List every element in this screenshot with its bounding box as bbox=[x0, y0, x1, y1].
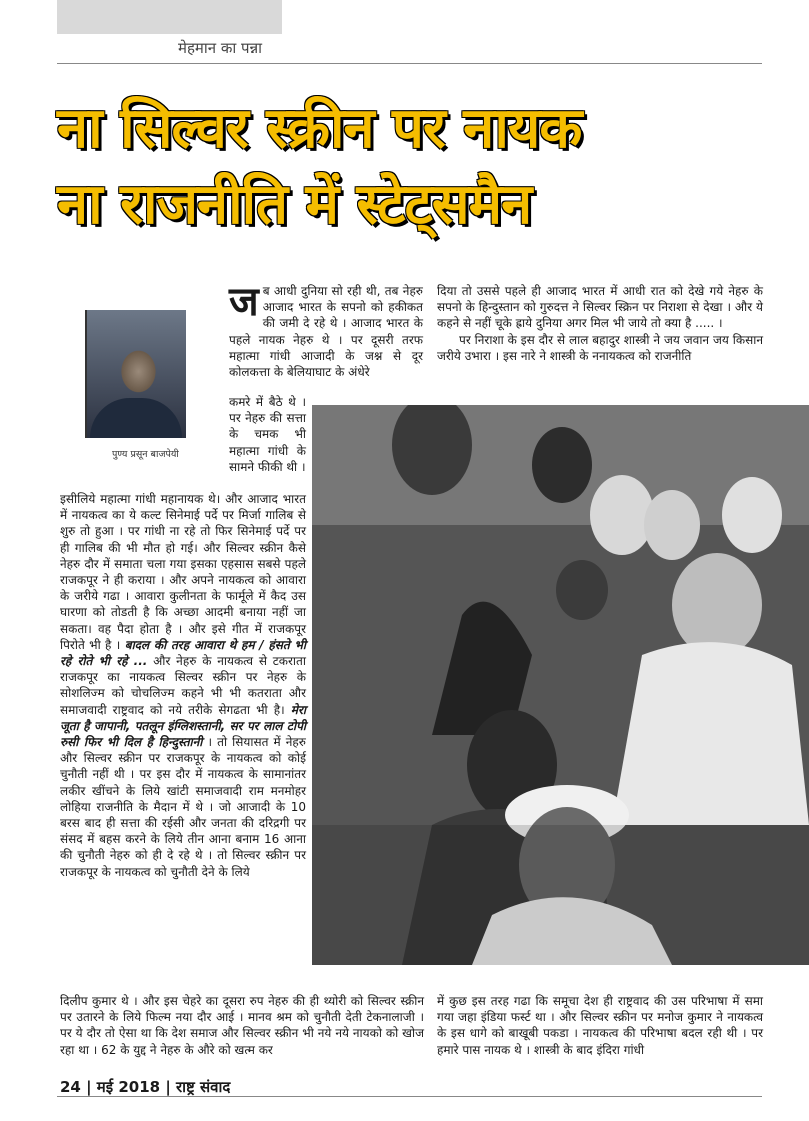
author-caption: पुण्य प्रसून बाजपेयी bbox=[112, 449, 179, 460]
col1-para1b: कमरे में बैठे थे । पर नेहरु की सत्ता के चमक भी महात्मा गांधी के सामने फीकी थी । bbox=[229, 395, 306, 474]
dropcap: ज bbox=[229, 279, 259, 325]
col1-intro bbox=[229, 279, 423, 380]
footer-rule bbox=[57, 1096, 762, 1097]
col2-para2: पर निराशा के इस दौर से लाल बहादुर शास्त्री ने जय जवान जय किसान जरीये उभारा । इस नारे ने शास्त्री के ननायकत्व को राजनीति bbox=[437, 332, 763, 363]
song-quote-1: बादल की तरह आवारा थे हम / हंसते भी रहे रोते भी रहे ... bbox=[60, 637, 306, 669]
col1-body bbox=[60, 491, 306, 880]
header-rule bbox=[57, 63, 762, 64]
headline-line-1: ना सिल्वर स्क्रीन पर नायक bbox=[57, 96, 582, 161]
section-label: मेहमान का पन्ना bbox=[178, 39, 263, 57]
col1-bottom: दिलीप कुमार थे । और इस चेहरे का दूसरा रुप नेहरु की ही थ्योरी को सिल्वर स्क्रीन पर उतारने के लिये फिल्म नया दौर आई । मानव श्रम को चुनौती देती टेकनालाजी । पर ये दौर तो ऐसा था कि देश समाज और सिल्वर स्क्रीन भी नये नये नायको को खोज रहा था । 62 के युद्द ने नेहरु के औरे को खत्म कर bbox=[60, 994, 424, 1057]
page-footer: 24 | मई 2018 | राष्ट्र संवाद bbox=[60, 1078, 231, 1096]
song-quote-2: मेरा जूता है जापानी, पतलून इंग्लिशस्तानी, सर पर लाल टोपी रुसी फिर भी दिल है हिन्दुस्तानी bbox=[60, 702, 306, 750]
col1-para2b: और नेहरु के नायकत्व से टकराता राजकपूर का नायकत्व सिल्वर स्क्रीन पर नेहरु के सोशलिज्म को चोचलिज्म कहने भी भी कतराता और समाजवादी राष्ट्रवाद को नये तरीके सेगढता भी है। bbox=[60, 654, 306, 717]
col2-bottom: में कुछ इस तरह गढा कि समूचा देश ही राष्ट्रवाद की उस परिभाषा में समा गया जहा इंडिया फर्स्ट था । और सिल्वर स्क्रीन पर मनोज कुमार ने नायकत्व के इस धागे को बाखूबी पकडा । नायकत्व की परिभाषा बदल रही थी । पर हमारे पास नायक थे । शास्त्री के बाद इंदिरा गांधी bbox=[437, 994, 763, 1057]
col1-para2c: । तो सियासत में नेहरु और सिल्वर स्क्रीन पर राजकपूर के नायकत्व को कोई चुनौती नहीं थी । पर इस दौर में नायकत्व के सामानांतर लकीर खींचने के लिये खांटी समाजवादी राम मनमोहर लोहिया राजनीति के मैदान में थे । जो आजादी के 10 बरस बाद ही सत्ता की रईसी और जनता की दरिद्रगी पर संसद में बहस करने के लिये तीन आना बनाम 16 आना की चुनौती नेहरु को ही दे रहे थे । तो सिल्वर स्क्रीन पर राजकपूर के नायकत्व को चुनौती देने के लिये bbox=[60, 735, 306, 879]
photo-illustration bbox=[312, 405, 809, 965]
col2-top bbox=[437, 283, 763, 364]
historic-photo bbox=[312, 405, 809, 965]
col1-para1: ब आधी दुनिया सो रही थी, तब नेहरु आजाद भारत के सपनो को हकीकत की जमी दे रहे थे । आजाद भारत के पहले नायक नेहरु थे । पर दूसरी तरफ महात्मा गांधी आजादी के जश्न से दूर कोलकत्ता के बेलियाघाट के अंधेरे bbox=[229, 284, 423, 380]
col1-para2a: इसीलिये महात्मा गांधी महानायक थे। और आजाद भारत में नायकत्व का ये कल्ट सिनेमाई पर्दे पर मिर्जा गालिब से शुरु तो हुआ । पर गांधी ना रहे तो फिर सिनेमाई पर्दे पर ही गालिब की भी मौत हो गई। और सिल्वर स्क्रीन कैसे नेहरु दौर में समाता चला गया इसका एहसास सबसे पहले राजकपूर ने ही कराया । और अपने नायकत्व को आवारा के जरीये गढा । आवारा कुलीनता के फार्मूले में कैद उस घारणा को तोडती है कि अच्छा आदमी बनाया नहीं जा सकता। वह पैदा होता है । और इसे गीत में राजकपूर पिरोते भी है । bbox=[60, 492, 306, 652]
col2-para1: दिया तो उससे पहले ही आजाद भारत में आधी रात को देखे गये नेहरु के सपनो के हिन्दुस्तान को गुरुदत्त ने सिल्वर स्क्रिन पर निराशा से देखा । और ये कहने से नहीं चूके ह्राये दुनिया अगर मिल भी जाये तो क्या है ..... । bbox=[437, 284, 763, 331]
headline-line-2: ना राजनीति में स्टेट्समैन bbox=[57, 172, 532, 237]
section-header-bar bbox=[57, 0, 282, 34]
